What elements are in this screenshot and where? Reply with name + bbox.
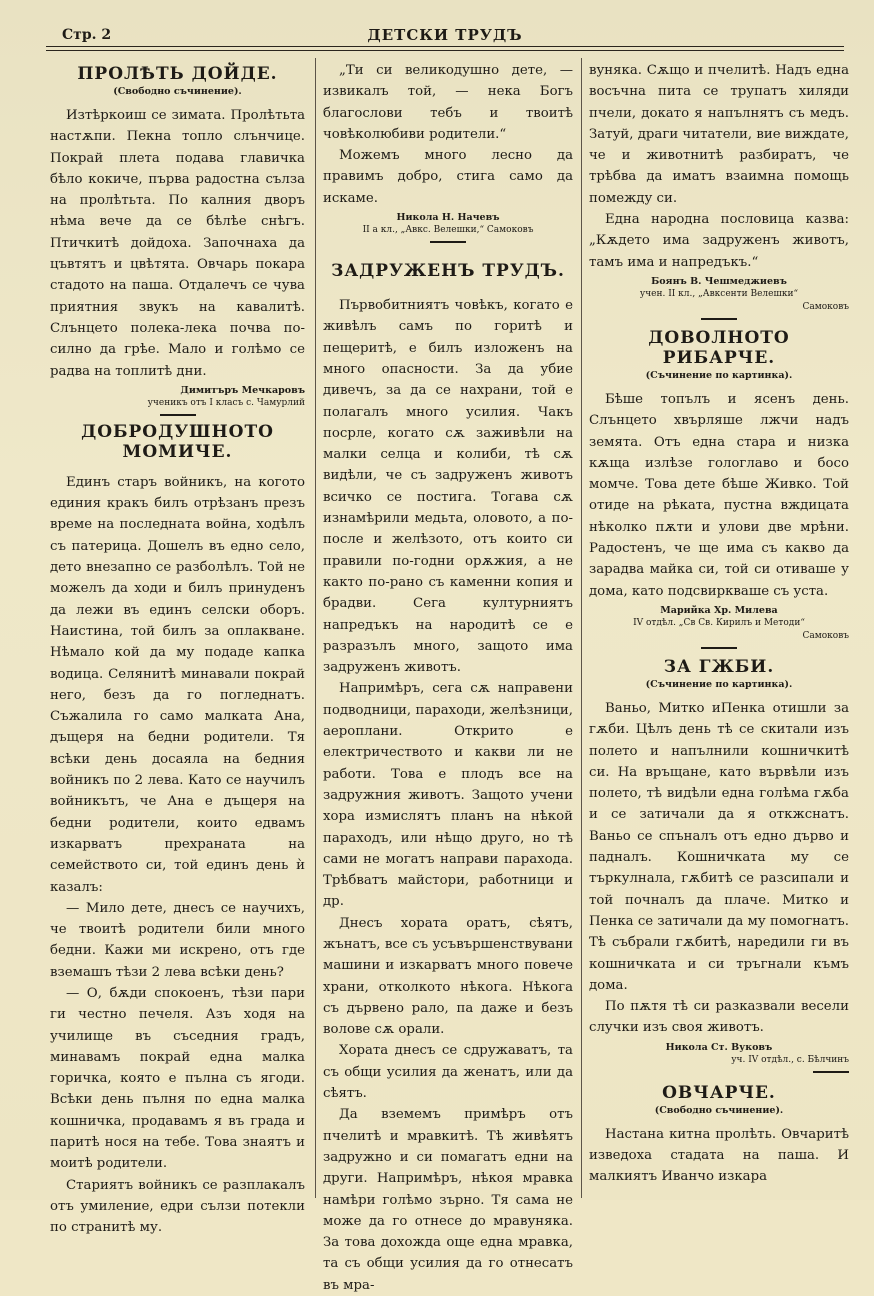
article-subtitle: (Съчинение по картинка). bbox=[645, 678, 793, 690]
article-paragraph: Напримѣръ, сега сѫ направени подводници, параходи, желѣзници, аероплани. Открито е електричеството и какви ли не работи. Това е плодъ все на задружния животъ. Защото учени хора измислятъ планъ на нѣкой параходъ, или нѣщо друго, но тѣ сами не могатъ направи парахода. Трѣбватъ майстори, работници и др. bbox=[323, 681, 573, 910]
article-title: ДОБРОДУШНОТО МОМИЧЕ. bbox=[81, 421, 274, 462]
article-paragraph: Първобитниятъ човѣкъ, когато е живѣлъ самъ по горитѣ и пещеритѣ, е билъ изложенъ на много опасности. За да убие дивечъ, за да се нахрани, той е полагалъ много усилия. Чакъ посрле, когато сѫ заживѣли на малки селца и колиби, тѣ сѫ видѣли, че съ задруженъ животъ всичко се постига. Тогава сѫ изнамѣрили медьта, оловото, а по-после и желѣзото, отъ които си правили по-годни орѫжия, а не както по-рано съ каменни копия и брадви. Сега културниятъ напредъкъ на народитѣ се е разразълъ много, защото има задруженъ животъ. bbox=[323, 298, 573, 676]
author-note: учен. II кл., „Авксенти Велешки“ bbox=[639, 288, 799, 299]
article-author: Никола Ст. Вуковъ bbox=[665, 1041, 773, 1053]
article-paragraph: Настана китна пролѣть. Овчаритѣ изведоха стадата на паша. И малкиятъ Иванчо изкара bbox=[589, 1126, 849, 1185]
article-author: Димитъръ Мечкаровъ bbox=[180, 384, 305, 396]
author-note: Самоковъ bbox=[802, 301, 849, 312]
article-paragraph: Можемъ много лесно да правимъ добро, стига само да искаме. bbox=[323, 148, 573, 206]
article-paragraph: Единъ старъ войникъ, на когото единия кракъ билъ отрѣзанъ презъ време на последната война, ходѣлъ съ патерица. Дошелъ въ едно село, дето внезапно се разболѣлъ. Той не можелъ да ходи и билъ принуденъ да лежи въ единъ селски оборъ. Наистина, той билъ за оплакване. Нѣмало кой да му подаде капка водица. Селянитѣ минавали покрай него, безъ да го погледнатъ. Съжалила го само малката Ана, дъщеря на бедни родители. Тя всѣки день досаяла на бедния войникъ по 2 лева. Като се научилъ войникътъ, че Ана е дъщеря на бедни родители, които едвамъ изкарватъ прехраната на семейството си, той единъ день ѝ казалъ: bbox=[50, 474, 305, 895]
page-header bbox=[46, 24, 844, 46]
article-author: Боянъ В. Чешмеджиевъ bbox=[651, 275, 787, 287]
column-divider-2 bbox=[581, 58, 582, 1198]
article-paragraph: Изтѣркоиш се зимата. Пролѣтьта настѫпи. Пекна топло слънчице. Покрай плета подава главичка бѣло кокиче, първа радостна сълза на пролѣтьта. По калния дворъ нѣма вече да се бѣлѣе снѣгъ. Птичкитѣ дойдоха. Започнаха да цъвтятъ и цвѣтята. Овчарь покара стадото на паша. Отдалечъ се чува приятния звукъ на кавалитѣ. Слънцето полека-лека почва по-силно да грѣе. Мало и голѣмо се радва на топлитѣ дни. bbox=[50, 108, 305, 379]
article-separator bbox=[813, 1071, 849, 1073]
article-separator bbox=[430, 241, 466, 243]
article-subtitle: (Свободно съчинение). bbox=[654, 1104, 784, 1116]
article-paragraph: Бѣше топълъ и ясенъ день. Слънцето хвърляше лжчи надъ земята. Отъ една стара и низка кѫща излѣзе гологлаво и босо момче. Това дете бѣше Живко. Той отиде на рѣката, пустна вждицата нѣколко пѫти и улови две мрѣни. Радостенъ, че ще има съ какво да зарадва майка си, той си отиваше у дома, като подсвиркваше съ уста. bbox=[589, 391, 849, 599]
article-subtitle: (Свободно съчинение). bbox=[113, 86, 242, 97]
header-rule-top bbox=[46, 46, 844, 47]
article-paragraph: По пѫтя тѣ си разказвали весели случки изъ своя животъ. bbox=[589, 999, 849, 1036]
article-paragraph: „Ти си великодушно дете, — извикалъ той, — нека Богъ благослови тебъ и твоитѣ човѣколюбиви родители.“ bbox=[323, 63, 573, 142]
author-note: ученикъ отъ I класъ с. Чамурлий bbox=[147, 397, 305, 408]
article-paragraph: Днесъ хората оратъ, сѣятъ, жънатъ, все съ усъвършенствувани машини и изкарватъ много повече храни, отколкото нѣкога. Нѣкога съ дървено рало, па даже и безъ волове сѫ орали. bbox=[323, 915, 573, 1038]
author-note: уч. IV отдѣл., с. Бѣлчинъ bbox=[731, 1054, 849, 1065]
article-paragraph: Хората днесъ се сдружаватъ, та съ общи усилия да женатъ, или да сѣятъ. bbox=[323, 1043, 573, 1102]
page-number: Стр. 2 bbox=[62, 27, 112, 43]
column-divider-1 bbox=[315, 58, 316, 1198]
article-paragraph: Стариятъ войникъ се разплакалъ отъ умиление, едри сълзи потекли по странитѣ му. bbox=[50, 1177, 305, 1236]
article-paragraph: вуняка. Сѫщо и пчелитѣ. Надъ една восъчна пита се трупатъ хиляди пчели, докато я напълнятъ съ медъ. Затуй, драги читатели, вие виждате, че и животнитѣ разбиратъ, че трѣбва да иматъ взаимна помощь помежду си. bbox=[589, 63, 849, 206]
column-2 bbox=[323, 60, 573, 1293]
article-title: ДОВОЛНОТО РИБАРЧЕ. bbox=[648, 327, 790, 368]
article-paragraph: Да вземемъ примѣръ отъ пчелитѣ и мравкитѣ. Тѣ живѣятъ задружно и си помагатъ едни на други. Напримѣръ, нѣкоя мравка намѣри голѣмо зърно. Тя сама не може да го отнесе до мравуняка. За това дохожда още една мравка, та съ общи усилия да го отнесатъ въ мра- bbox=[323, 1107, 573, 1293]
article-title: ПРОЛѢТЬ ДОЙДЕ. bbox=[77, 64, 278, 84]
article-subtitle: (Съчинение по картинка). bbox=[645, 369, 793, 381]
article-title: ОВЧАРЧЕ. bbox=[662, 1082, 776, 1103]
article-author: Никола Н. Начевъ bbox=[396, 212, 500, 224]
article-separator bbox=[160, 414, 196, 416]
newspaper-title: ДЕТСКИ ТРУДЪ bbox=[367, 26, 523, 44]
article-separator bbox=[701, 318, 737, 320]
article-paragraph: Една народна пословица казва: „Кѫдето има задруженъ животъ, тамъ има и напредъкъ.“ bbox=[589, 212, 849, 270]
article-author: Марийка Хр. Милева bbox=[660, 604, 778, 616]
author-note: Самоковъ bbox=[802, 630, 849, 641]
author-note: IV отдѣл. „Св Св. Кирилъ и Методи“ bbox=[633, 617, 805, 628]
article-paragraph: Ваньо, Митко иПенка отишли за гѫби. Цѣлъ день тѣ се скитали изъ полето и напълнили кошничкитѣ си. На връщане, като вървѣли изъ полето, тѣ видѣли една голѣма гѫба и се затичали да я откжснатъ. Ваньо се спъналъ отъ едно дърво и падналъ. Кошничката му се търкулнала, гѫбитѣ се разсипали и той почналъ да плаче. Митко и Пенка се затичали да му помогнатъ. Тѣ събрали гѫбитѣ, наредили ги въ кошничката и си тръгнали къмъ дома. bbox=[589, 700, 849, 993]
column-3 bbox=[589, 60, 849, 1195]
header-rule-bottom bbox=[46, 50, 844, 51]
article-title: ЗА ГЖБИ. bbox=[663, 656, 775, 677]
article-separator bbox=[701, 647, 737, 649]
article-title: ЗАДРУЖЕНЪ ТРУДЪ. bbox=[331, 261, 565, 282]
article-paragraph: — О, бѫди спокоенъ, тѣзи пари ги честно печеля. Азъ ходя на училище въ съседния градъ, минавамъ покрай една малка горичка, която е пълна съ ягоди. Всѣки день пълня по една малка кошничка, продавамъ я въ града и паритѣ нося на тебе. Това знаятъ и моитѣ родители. bbox=[50, 985, 305, 1172]
author-note: II а кл., „Авкс. Велешки,“ Самоковъ bbox=[362, 225, 534, 236]
column-1 bbox=[50, 60, 305, 1236]
article-paragraph: — Мило дете, днесъ се научихъ, че твоитѣ родители били много бедни. Кажи ми искрено, отъ где вземашъ тѣзи 2 лева всѣки день? bbox=[50, 900, 305, 980]
